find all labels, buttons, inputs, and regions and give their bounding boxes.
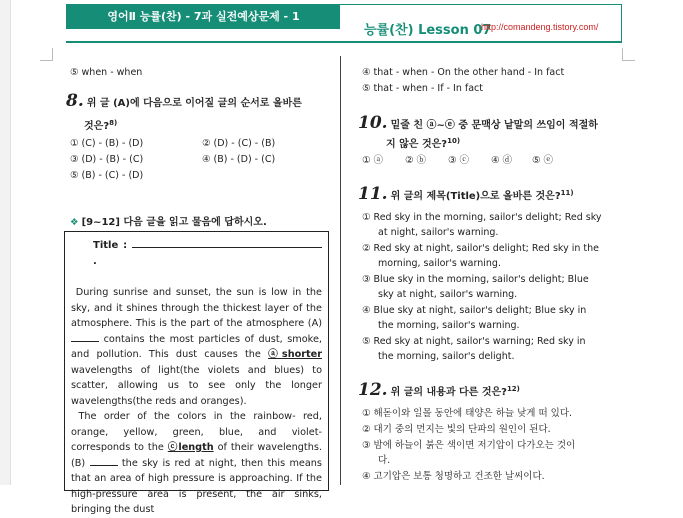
title-blank[interactable] (132, 247, 322, 248)
header-rule (66, 41, 622, 43)
q12-option-2[interactable]: ② 대기 중의 먼지는 빛의 단파의 원인이 된다. (362, 424, 551, 435)
q12-option-1[interactable]: ① 해돋이와 일몰 동안에 태양은 하늘 낮게 떠 있다. (362, 408, 573, 419)
blank-b[interactable] (90, 465, 118, 466)
q10-option-3[interactable]: ③ ⓒ (448, 155, 470, 166)
header-lesson-box (340, 4, 622, 42)
underlined-shorter: ⓐshorter (268, 349, 322, 360)
page-edge (0, 0, 11, 485)
q11-option-1-cont: at night, sailor's warning. (378, 227, 499, 238)
q12-prompt: 12. 위 글의 내용과 다른 것은?$^{12)}$ (358, 380, 520, 401)
q12-option-4[interactable]: ④ 고기압은 보통 청명하고 건조한 날씨이다. (362, 471, 545, 482)
q8-option-2[interactable]: ② (D) - (C) - (B) (202, 138, 276, 149)
q12-number: 12. (358, 380, 388, 401)
q8-option-3[interactable]: ③ (D) - (B) - (C) (70, 154, 144, 165)
q12-option-3[interactable]: ③ 밤에 하늘이 붉은 색이면 저기압이 다가오는 것이 (362, 440, 576, 451)
q11-option-3-cont: sky at night, sailor's warning. (378, 289, 518, 300)
q11-option-3[interactable]: ③ Blue sky in the morning, sailor's delight; Blue (362, 274, 589, 285)
q11-option-5[interactable]: ⑤ Red sky at night, sailor's warning; Red sky in (362, 336, 586, 347)
q9-option-5[interactable]: ⑤ that - when - If - In fact (362, 83, 483, 94)
passage-paragraph-1: During sunrise and sunset, the sun is low in the sky, and it shines through the thickest layer of the atmosphere. This is the part of the atmosphere (A) contains the most particles of dust, smoke, and pollution. This dust causes the ⓐshorter wavelengths of light(the violets and blues) to scatter, allowing us to see only the longer wavelengths(the reds and oranges). (71, 287, 322, 407)
q11-option-4-cont: the morning, sailor's warning. (378, 320, 520, 331)
q11-option-1[interactable]: ① Red sky in the morning, sailor's delight; Red sky (362, 212, 602, 223)
q11-number: 11. (358, 184, 388, 205)
q10-option-2[interactable]: ② ⓑ (405, 155, 427, 166)
diamond-bullet-icon: ❖ (70, 217, 79, 228)
q10-option-4[interactable]: ④ ⓓ (491, 155, 513, 166)
q11-prompt: 11. 위 글의 제목(Title)으로 올바른 것은?$^{11)}$ (358, 184, 574, 205)
q11-option-5-cont: the morning, sailor's delight. (378, 351, 515, 362)
q8-option-5[interactable]: ⑤ (B) - (C) - (D) (70, 170, 144, 181)
q10-prompt: 10. 밑줄 친 ⓐ~ⓔ 중 문맥상 낱말의 쓰임이 적절하 (358, 113, 598, 133)
q9-option-4[interactable]: ④ that - when - On the other hand - In fact (362, 67, 565, 78)
blank-a[interactable] (71, 341, 99, 342)
q11-option-4[interactable]: ④ Blue sky at night, sailor's delight; Blue sky in (362, 305, 587, 316)
crop-mark (40, 48, 53, 61)
passage-paragraph-2: The order of the colors in the rainbow- red, orange, yellow, green, blue, and violet- corresponds to the ⓒlength of their wavelengths. (B) the sky is red at night, then this means that an area of high pressure is approaching. If the high-pressure area is present, the air sinks, bringing the dust (71, 411, 322, 515)
q10-number: 10. (358, 113, 388, 133)
q10-prompt-line2: 지 않은 것은?$^{10)}$ (386, 137, 461, 151)
q11-option-2-cont: morning, sailor's warning. (378, 258, 501, 269)
blog-url[interactable]: http://comandeng.tistory.com/ (481, 22, 599, 32)
header-test-title: 영어Ⅱ 능률(찬) - 7과 실전예상문제 - 1 (66, 4, 341, 29)
q7-option-5[interactable]: ⑤ when - when (70, 67, 143, 78)
section-instruction: ❖ [9~12] 다음 글을 읽고 물음에 답하시오. (70, 217, 267, 228)
crop-mark (622, 48, 635, 61)
q8-option-4[interactable]: ④ (B) - (D) - (C) (202, 154, 276, 165)
reading-passage (64, 231, 329, 515)
q10-option-5[interactable]: ⑤ ⓔ (532, 155, 554, 166)
lesson-title: 능률(찬) Lesson 07 (364, 23, 492, 38)
passage-title-line: Title : . (93, 238, 322, 269)
underlined-length: ⓒlength (167, 442, 214, 453)
column-divider (340, 56, 341, 485)
q10-option-1[interactable]: ① ⓐ (362, 155, 384, 166)
q8-option-1[interactable]: ① (C) - (B) - (D) (70, 138, 144, 149)
q11-option-2[interactable]: ② Red sky at night, sailor's delight; Red sky in the (362, 243, 599, 254)
q8-text-line1: 위 글 (A)에 다음으로 이어질 글의 순서로 올바른 (86, 98, 302, 109)
q12-option-3-cont: 다. (378, 455, 391, 466)
q8-prompt-line2: 것은?$^{8)}$ (84, 119, 118, 133)
q8-number: 8. (66, 91, 84, 111)
q8-prompt (66, 91, 302, 111)
